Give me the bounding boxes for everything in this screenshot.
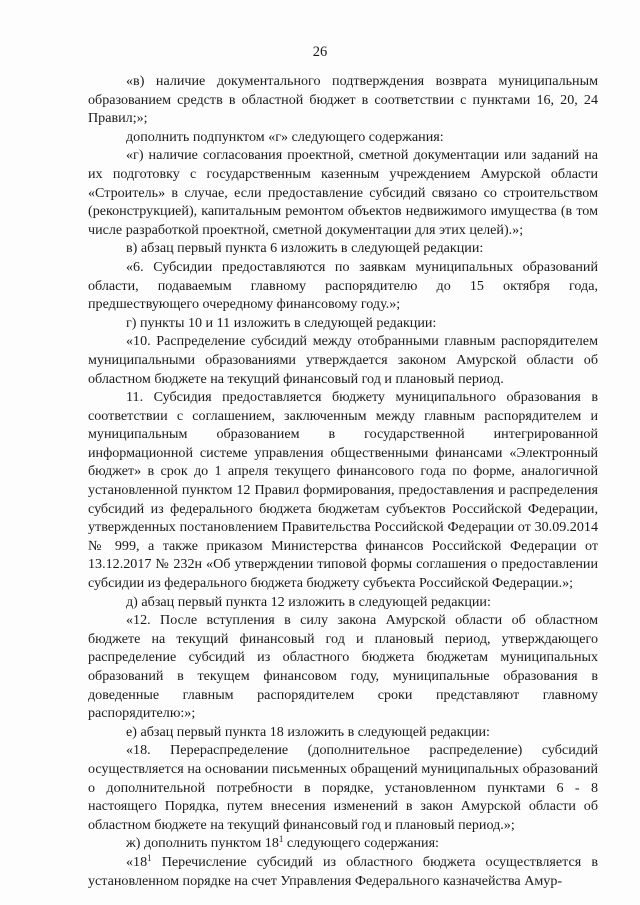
paragraph: «г) наличие согласования проектной, сметной документации или заданий на их подготовку с государственным казенным учреждением Амурской области «Строитель» в случае, если предоставление субсидий связано со строительством (реконструкцией), капитальным ремонтом объектов недвижимого имущества (в том числе разработкой проектной, сметной документации для этих целей).»; [88, 147, 598, 238]
paragraph: «10. Распределение субсидий между отобранными главным распорядителем муниципальными образованиями утверждается законом Амурской области об областном бюджете на текущий финансовый год и плановый период. [88, 333, 598, 387]
paragraph: «12. После вступления в силу закона Амурской области об областном бюджете на текущий финансовый год и плановый период, утверждающего распределение субсидий из областного бюджета бюджетам муниципальных образований в текущем финансовом году, муниципальные образования в доведенные главным распорядителем сроки представляют главному распорядителю:»; [88, 612, 598, 722]
paragraph: в) абзац первый пункта 6 изложить в следующей редакции: [126, 240, 484, 257]
paragraph: е) абзац первый пункта 18 изложить в следующей редакции: [126, 723, 490, 740]
paragraph [88, 853, 598, 890]
paragraph: г) пункты 10 и 11 изложить в следующей редакции: [126, 314, 437, 331]
paragraph: 11. Субсидия предоставляется бюджету муниципального образования в соответствии с соглашением, заключенным между главным распорядителем и муниципальным образованием в государственной интегрированной информационной системе управления общественными финансами «Электронный бюджет» в срок до 1 апреля текущего финансового года по форме, аналогичной установленной пунктом 12 Правил формирования, предоставления и распределения субсидий из федерального бюджета бюджетам субъектов Российской Федерации, утвержденных постановлением Правительства Российской Федерации от 30.09.2014 № 999, а также приказом Министерства финансов Российской Федерации от 13.12.2017 № 232н «Об утверждении типовой формы соглашения о предоставлении субсидии из федерального бюджета бюджету субъекта Российской Федерации.»; [88, 389, 598, 592]
paragraph-text: «18 [126, 853, 148, 870]
paragraph: «6. Субсидии предоставляются по заявкам муниципальных образований области, подаваемым главному распорядителю до 15 октября года, предшествующего очередному финансовому году.»; [88, 258, 598, 313]
paragraph-text: ж) дополнить пунктом 18 [126, 835, 279, 852]
paragraph: д) абзац первый пункта 12 изложить в следующей редакции: [126, 593, 491, 610]
paragraph: дополнить подпунктом «г» следующего содержания: [126, 128, 444, 145]
paragraph [88, 834, 598, 853]
page-number: 26 [312, 44, 328, 60]
superscript: 1 [147, 852, 152, 863]
paragraph: «18. Перераспределение (дополнительное распределение) субсидий осуществляется на основании письменных обращений муниципальных образований о дополнительной потребности в порядке, установленном пунктами 6 - 8 настоящего Порядка, путем внесения изменений в закон Амурской области об областном бюджете на текущий финансовый год и плановый период.»; [88, 742, 598, 833]
paragraph-text: следующего содержания: [283, 835, 439, 852]
document-body [88, 72, 598, 890]
superscript: 1 [278, 834, 284, 845]
paragraph-text: Перечисление субсидий из областного бюджета осуществляется в установленном порядке на счет Управления Федерального казначейства Амур- [88, 853, 598, 889]
paragraph: «в) наличие документального подтверждения возврата муниципальным образованием средств в областной бюджет в соответствии с пунктами 16, 20, 24 Правил;»; [88, 73, 598, 127]
